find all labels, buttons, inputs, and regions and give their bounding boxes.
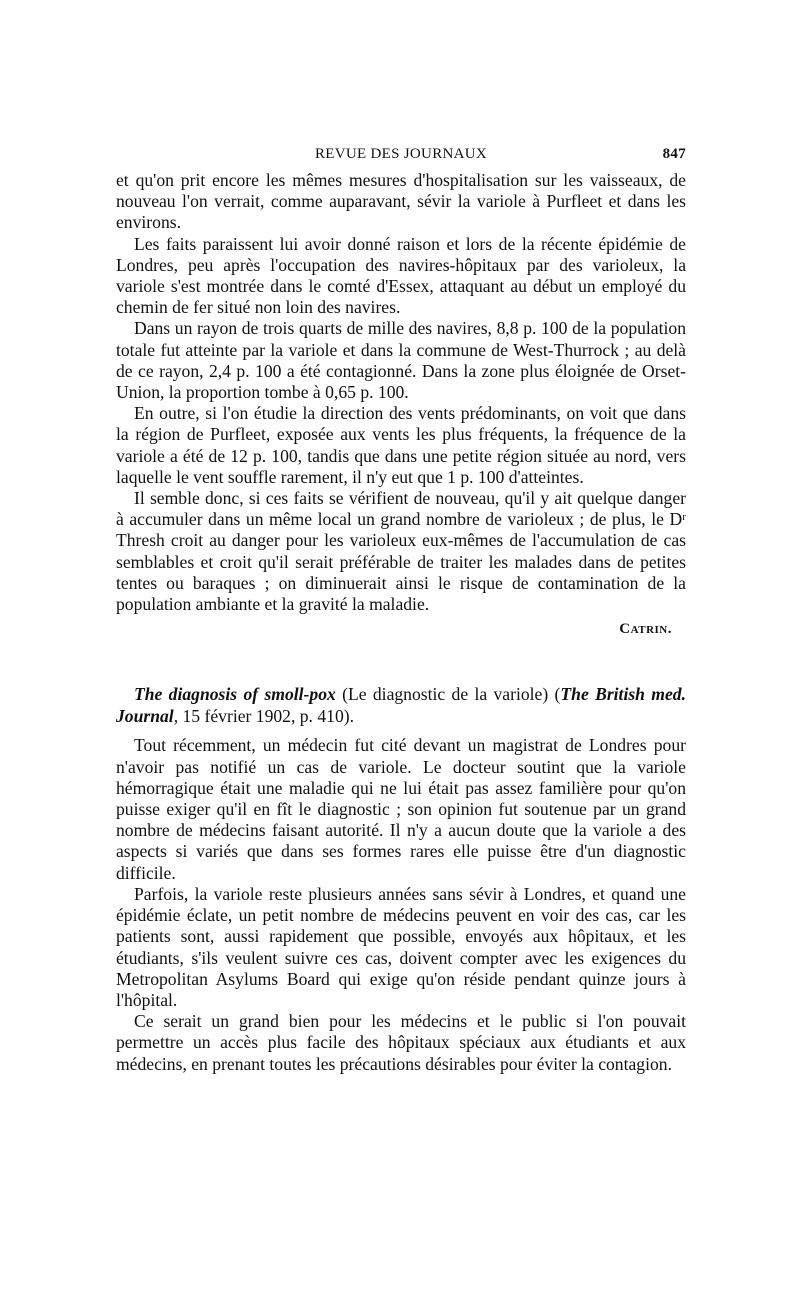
article-title: The diagnosis of smoll-pox xyxy=(134,684,336,705)
article-heading xyxy=(116,683,686,727)
paragraph: En outre, si l'on étudie la direction des vents prédominants, on voit que dans la région de Purfleet, exposée aux vents les plus fréquents, la fréquence de la variole a été de 12 p. 100, tandis que dans une petite région située au nord, vers laquelle le vent souffle rarement, il n'y eut que 1 p. 100 d'atteintes. xyxy=(116,403,686,487)
paragraph: Il semble donc, si ces faits se vérifient de nouveau, qu'il y ait quelque danger à accumuler dans un même local un grand nombre de varioleux ; de plus, le Dʳ Thresh croit au danger pour les varioleux eux-mêmes de l'accumulation de cas semblables et croit qu'il serait préférable de traiter les malades dans de petites tentes ou baraques ; on diminuerait ainsi le risque de contamination de la population ambiante et la gravité la maladie. xyxy=(116,488,686,615)
paragraph: Les faits paraissent lui avoir donné raison et lors de la récente épidémie de Londres, peu après l'occupation des navires-hôpitaux par des varioleux, la variole s'est montrée dans le comté d'Essex, attaquant au début un employé du chemin de fer situé non loin des navires. xyxy=(116,233,686,318)
article-title-translation: (Le diagnostic de la variole) ( xyxy=(335,684,561,705)
paragraph: et qu'on prit encore les mêmes mesures d'hospitalisation sur les vaisseaux, de nouveau l'on verrait, comme auparavant, sévir la variole à Purfleet et dans les environs. xyxy=(116,170,686,233)
running-title: REVUE DES JOURNAUX xyxy=(314,146,488,162)
first-article xyxy=(116,170,686,640)
page-number: 847 xyxy=(662,146,686,162)
second-article xyxy=(116,735,686,1074)
running-header xyxy=(116,140,686,170)
author-signature: Catrin. xyxy=(619,621,672,638)
paragraph: Parfois, la variole reste plusieurs années sans sévir à Londres, et quand une épidémie éclate, un petit nombre de médecins peuvent en voir des cas, car les patients sont, aussi rapidement que possible, envoyés aux hôpitaux, et les étudiants, s'ils veulent suivre ces cas, doivent compter avec les exigences du Metropolitan Asylums Board qui exige qu'on réside pendant quinze jours à l'hôpital. xyxy=(116,883,686,1010)
journal-page xyxy=(116,140,686,1075)
paragraph: Ce serait un grand bien pour les médecins et le public si l'on pouvait permettre un accès plus facile des hôpitaux spéciaux aux étudiants et aux médecins, en prenant toutes les précautions désirables pour éviter la contagion. xyxy=(116,1011,686,1074)
citation: , 15 février 1902, p. 410). xyxy=(173,706,354,727)
journal-name: The British med. Journal xyxy=(116,684,686,727)
paragraph: Tout récemment, un médecin fut cité devant un magistrat de Londres pour n'avoir pas notifié un cas de variole. Le docteur soutint que la variole hémorragique était une maladie qui ne lui était pas assez familière pour qu'on puisse exiger qu'il en fît le diagnostic ; son opinion fut soutenue par un grand nombre de médecins faisant autorité. Il n'y a aucun doute que la variole a des aspects si variés que dans ses formes rares elle puisse être d'un diagnostic difficile. xyxy=(116,735,686,883)
paragraph: Dans un rayon de trois quarts de mille des navires, 8,8 p. 100 de la population totale fut atteinte par la variole et dans la commune de West-Thurrock ; au delà de ce rayon, 2,4 p. 100 a été contagionné. Dans la zone plus éloignée de Orset-Union, la proportion tombe à 0,65 p. 100. xyxy=(116,318,686,403)
